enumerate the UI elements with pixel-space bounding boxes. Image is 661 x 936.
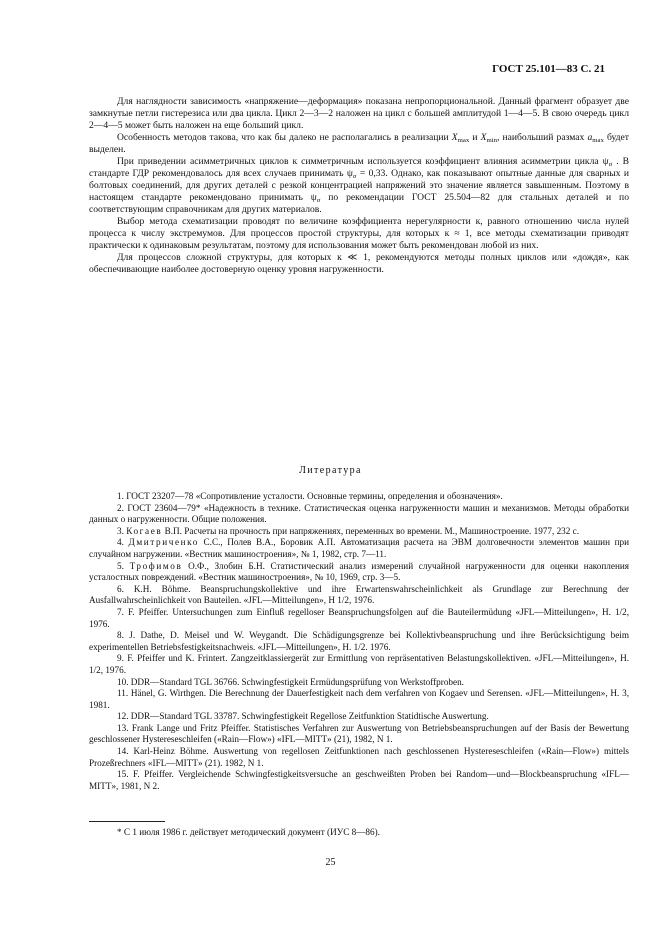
- reference-item: 12. DDR—Standard TGL 33787. Schwingfestigkeit Regellose Zeitfunktion Statidtische Auswertung.: [117, 711, 489, 722]
- psi-subscript-1: σ: [608, 161, 613, 168]
- paragraph-2-text-b: и: [469, 132, 481, 143]
- reference-item: 4. Дмитриченко С.С., Полев В.А., Боровик А.П. Автоматизация расчета на ЭВМ долговечности элементов машин при случайном нагружении. «Вестник машиностроения», № 1, 1982, стр. 7—11.: [89, 537, 630, 559]
- footnote: * С 1 июля 1986 г. действует методический документ (ИУС 8—86).: [117, 827, 380, 837]
- psi-subscript-3: σ: [316, 197, 321, 204]
- reference-item: 7. F. Pfeiffer. Untersuchungen zum Einfluß regelloser Beanspruchungsfolgen auf die Bauteilermüdung «JFL—Mitteilungen», H. 1/2, 1976.: [89, 606, 629, 629]
- x-min-subscript: min: [486, 137, 497, 144]
- reference-item: 6. K.H. Böhme. Beanspruchungskollektive und ihre Erwartenswahrscheinlichkeit als Grundlage zur Berechnung der Ausfallwahrscheinlichkeit von Bauteilen. «JFL—Mitteilungen», H 1/2, 1976.: [89, 583, 629, 606]
- reference-item: 9. F. Pfeiffer und K. Frintert. Zangzeitklassiergerät zur Ermittlung von repräsentativen Belastungskollektiven. «JFL—Mitteilungen», H. 1/2, 1976.: [89, 653, 630, 675]
- reference-item: 14. Karl-Heinz Böhme. Auswertung von regellosen Zeitfunktionen nach geschlossenen Hystereseschleifen («Rain—Flow») mittels Prozeßrechners «IFL—MITT» (21). 1982, N 1.: [89, 746, 630, 768]
- body-text: [89, 96, 629, 276]
- reference-item: 8. J. Dathe, D. Meisel und W. Weygandt. Die Schädigungsgrenze bei Kollektivbeanspruchung und ihre Berücksichtigung beim experimentellen Betriebsfestigkeitsnachweis. «JFL—Mitteilungen», H. 1/2. 1976.: [89, 630, 630, 652]
- paragraph-5: Для процессов сложной структуры, для которых к ≪ 1, рекомендуются методы полных циклов или «дождя», как обеспечивающие наиболее достоверную оценку уровня нагруженности.: [89, 252, 629, 275]
- paragraph-2: [89, 132, 629, 156]
- reference-item: 1. ГОСТ 23207—78 «Сопротивление усталости. Основные термины, определения и обозначения».: [117, 491, 503, 501]
- paragraph-2-text-c: , наибольший размах: [496, 132, 588, 143]
- reference-item: 15. F. Pfeiffer. Vergleichende Schwingfestigkeitsversuche an geschweißten Proben bei Random—und—Blockbeanspruchung «IFL—MITT», 1981, N 2.: [89, 769, 630, 791]
- paragraph-3-text-b: . В стандарте ГДР рекомендовалось для всех случаев принимать: [89, 156, 629, 179]
- page-number: 25: [325, 857, 336, 868]
- reference-item: 5. Трофимов О.Ф., Злобин Б.Н. Статистический анализ измерений случайной нагруженности для оценки накопления усталостных повреждений. «Вестник машиностроения», № 10, 1969, стр. 3—5.: [89, 560, 630, 583]
- psi-subscript-2: σ: [352, 173, 357, 180]
- paragraph-3-text-d: по рекомендации ГОСТ 25.504—82 для стальных деталей и по соответствующим справочникам для других материалов.: [89, 192, 629, 215]
- x-max-symbol: X: [451, 132, 458, 143]
- psi-symbol-1: ψ: [602, 156, 609, 167]
- literature-title: Литература: [299, 465, 362, 476]
- paragraph-2-text-d: будет выделен.: [89, 132, 629, 155]
- footnote-divider: [89, 821, 165, 822]
- reference-item: 13. Frank Lange und Fritz Pfeiffer. Statistisches Verfahren zur Auswertung von Betriebsbeanspruchungen auf der Basis der Bewertung geschlossener Hystereseschleifen («Rain—Flow») «IFL—MITT» (21), 1982, N 1.: [89, 722, 630, 745]
- reference-list: [89, 491, 629, 792]
- a-max-subscript: max: [592, 137, 604, 144]
- reference-item: 3. Когаев В.П. Расчеты на прочность при напряжениях, переменных во времени. М., Машиностроение. 1977, 232 с.: [117, 525, 580, 536]
- x-max-subscript: max: [457, 137, 470, 144]
- reference-item: 2. ГОСТ 23604—79* «Надежность в технике. Статистическая оценка нагруженности машин и механизмов. Методы обработки данных о нагруженности. Общие положения.: [89, 502, 629, 525]
- psi-symbol-3: ψ: [310, 192, 317, 203]
- page-header: ГОСТ 25.101—83 С. 21: [492, 63, 605, 75]
- paragraph-2-text-a: Особенность методов такова, что как бы далеко не располагались в реализации: [117, 132, 452, 143]
- paragraph-3: [89, 156, 629, 216]
- reference-item: 11. Hänel, G. Wirthgen. Die Berechnung der Dauerfestigkeit nach dem verfahren von Kogaev und Serensen. «JFL—Mitteilungen», H. 3, 1981.: [89, 688, 629, 710]
- paragraph-3-text-a: При приведении асимметричных циклов к симметричным используется коэффициент влияния асимметрии цикла: [117, 156, 603, 167]
- paragraph-4: Выбор метода схематизации проводят по величине коэффициента нерегулярности к, равного отношению числа нулей процесса к числу экстремумов. Для процессов простой структуры, для которых к ≈ 1, все методы схематизации приводят практически к одинаковым результатам, поэтому для использования может быть рекомендован любой из них.: [89, 216, 629, 251]
- psi-symbol-2: ψ: [346, 168, 353, 179]
- a-max-symbol: a: [587, 132, 593, 143]
- x-min-symbol: X: [480, 132, 487, 143]
- paragraph-1: Для наглядности зависимость «напряжение—деформация» показана непропорциональной. Данный фрагмент образует две замкнутые петли гистерезиса или два цикла. Цикл 2—3—2 наложен на цикл с большей амплитудой 1—4—5. В свою очередь цикл 2—4—5 может быть наложен на еще больший цикл.: [89, 96, 629, 131]
- reference-item: 10. DDR—Standard TGL 36766. Schwingfestigkeit Ermüdungsprüfung von Werkstoffproben.: [117, 676, 464, 687]
- paragraph-3-text-c: = 0,33. Однако, как показывают опытные данные для сварных и болтовых соединений, для других деталей с резкой концентрацией напряжений это значение является завышенным. Поэтому в настоящем стандарте рекомендовано принимать: [89, 168, 629, 203]
